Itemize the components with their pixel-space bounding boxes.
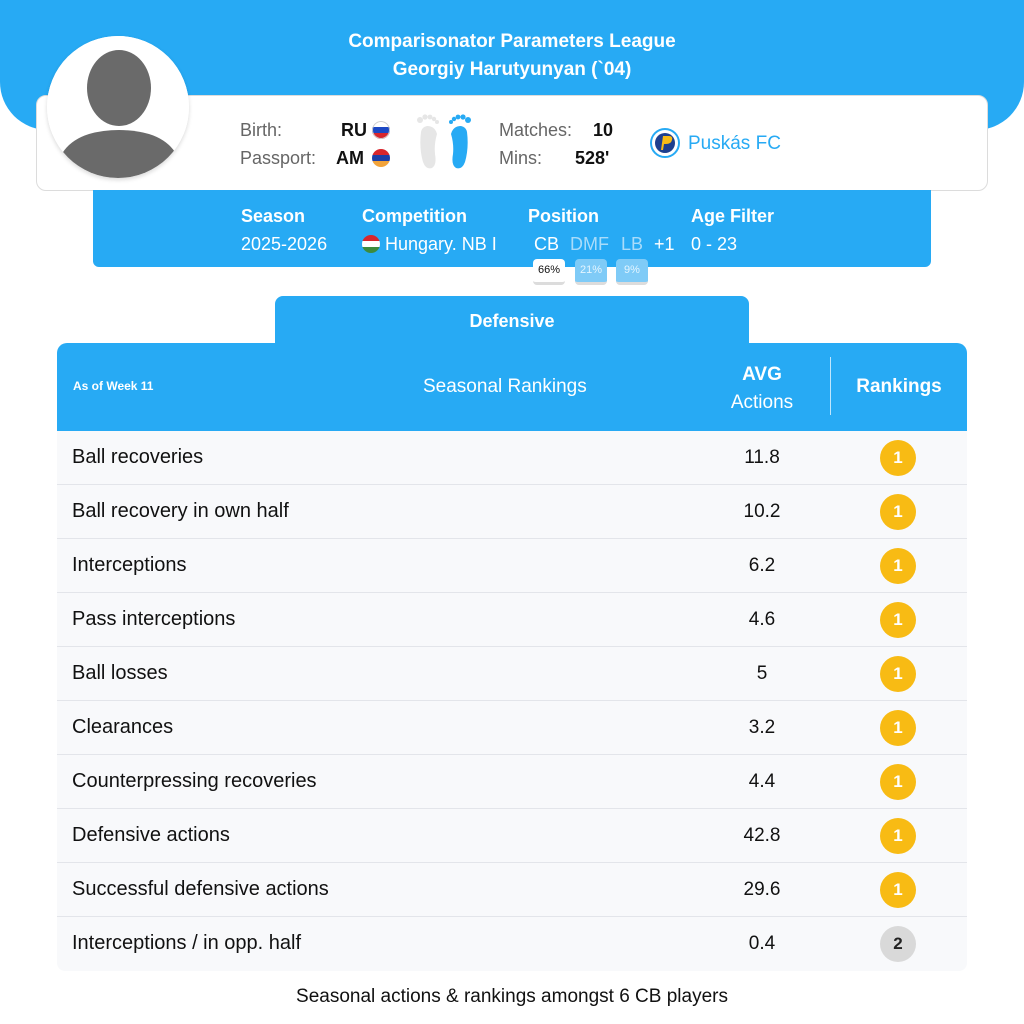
passport-label: Passport: bbox=[240, 148, 317, 168]
table-row bbox=[57, 755, 967, 809]
position-label: Position bbox=[528, 206, 599, 226]
competition-label: Competition bbox=[362, 206, 467, 226]
table-row bbox=[57, 539, 967, 593]
rank-badge: 1 bbox=[880, 764, 916, 800]
metric-value: 4.6 bbox=[748, 609, 776, 630]
position-cb-pct: 66% bbox=[533, 259, 565, 285]
matches-value: 10 bbox=[593, 120, 614, 140]
table-header bbox=[57, 343, 967, 431]
league-name: Comparisonator Parameters League bbox=[348, 31, 676, 52]
rank-badge: 2 bbox=[880, 926, 916, 962]
position-cb[interactable]: CB bbox=[534, 234, 560, 254]
rank-badge: 1 bbox=[880, 440, 916, 476]
position-more[interactable]: +1 bbox=[654, 234, 675, 254]
season-value[interactable]: 2025-2026 bbox=[241, 234, 328, 254]
metric-name: Pass interceptions bbox=[72, 608, 236, 630]
avg-header-bottom: Actions bbox=[730, 392, 794, 413]
age-filter-value[interactable]: 0 - 23 bbox=[691, 234, 738, 254]
footer-note: Seasonal actions & rankings amongst 6 CB players bbox=[296, 986, 728, 1007]
table-row bbox=[57, 647, 967, 701]
birth-value: RU bbox=[341, 120, 367, 140]
table-title: Seasonal Rankings bbox=[423, 376, 587, 397]
rank-badge: 1 bbox=[880, 548, 916, 584]
metric-value: 10.2 bbox=[743, 501, 781, 522]
rank-badge: 1 bbox=[880, 656, 916, 692]
age-filter-label: Age Filter bbox=[691, 206, 775, 226]
metric-value: 0.4 bbox=[748, 933, 776, 954]
mins-value: 528' bbox=[575, 148, 610, 168]
hungary-flag-icon bbox=[362, 235, 380, 253]
rankings-header: Rankings bbox=[856, 376, 942, 397]
club-logo-icon bbox=[650, 128, 680, 163]
as-of-week: As of Week 11 bbox=[73, 379, 154, 393]
table-row bbox=[57, 863, 967, 917]
position-lb-pct: 9% bbox=[616, 259, 648, 285]
rank-badge: 1 bbox=[880, 494, 916, 530]
metric-name: Defensive actions bbox=[72, 824, 230, 846]
table-row bbox=[57, 701, 967, 755]
person-silhouette-icon bbox=[47, 36, 189, 178]
metric-value: 6.2 bbox=[748, 555, 776, 576]
metric-name: Interceptions / in opp. half bbox=[72, 932, 302, 954]
metric-value: 5 bbox=[756, 663, 768, 684]
position-lb[interactable]: LB bbox=[621, 234, 644, 254]
position-dmf[interactable]: DMF bbox=[570, 234, 609, 254]
table-row bbox=[57, 593, 967, 647]
birth-label: Birth: bbox=[240, 120, 283, 140]
metric-name: Clearances bbox=[72, 716, 174, 738]
metric-name: Successful defensive actions bbox=[72, 878, 329, 900]
rankings-table bbox=[57, 431, 967, 971]
metric-name: Ball losses bbox=[72, 662, 168, 684]
table-row bbox=[57, 485, 967, 539]
position-dmf-pct: 21% bbox=[575, 259, 607, 285]
rank-badge: 1 bbox=[880, 710, 916, 746]
feet-icon bbox=[413, 112, 475, 177]
metric-value: 4.4 bbox=[748, 771, 776, 792]
armenia-flag-icon bbox=[372, 149, 390, 167]
header-divider bbox=[830, 357, 831, 415]
metric-value: 42.8 bbox=[743, 825, 781, 846]
passport-value: AM bbox=[336, 148, 364, 168]
tab-defensive[interactable]: Defensive bbox=[275, 296, 749, 348]
metric-value: 3.2 bbox=[748, 717, 776, 738]
metric-name: Counterpressing recoveries bbox=[72, 770, 317, 792]
metric-name: Ball recoveries bbox=[72, 446, 204, 468]
matches-label: Matches: bbox=[499, 120, 573, 140]
table-row bbox=[57, 431, 967, 485]
metric-value: 29.6 bbox=[743, 879, 781, 900]
russia-flag-icon bbox=[372, 121, 390, 139]
avg-actions-header bbox=[705, 361, 819, 417]
table-row bbox=[57, 809, 967, 863]
table-row bbox=[57, 917, 967, 971]
mins-label: Mins: bbox=[499, 148, 543, 168]
season-label: Season bbox=[241, 206, 306, 226]
metric-name: Interceptions bbox=[72, 554, 187, 576]
filter-panel bbox=[93, 190, 931, 267]
metric-name: Ball recovery in own half bbox=[72, 500, 289, 522]
avg-header-top: AVG bbox=[742, 364, 782, 385]
rank-badge: 1 bbox=[880, 818, 916, 854]
competition-value[interactable]: Hungary. NB I bbox=[385, 234, 497, 254]
avatar bbox=[47, 36, 189, 178]
player-name: Georgiy Harutyunyan (`04) bbox=[392, 59, 632, 80]
rank-badge: 1 bbox=[880, 872, 916, 908]
rank-badge: 1 bbox=[880, 602, 916, 638]
club-name[interactable]: Puskás FC bbox=[688, 133, 781, 154]
metric-value: 11.8 bbox=[744, 447, 780, 468]
